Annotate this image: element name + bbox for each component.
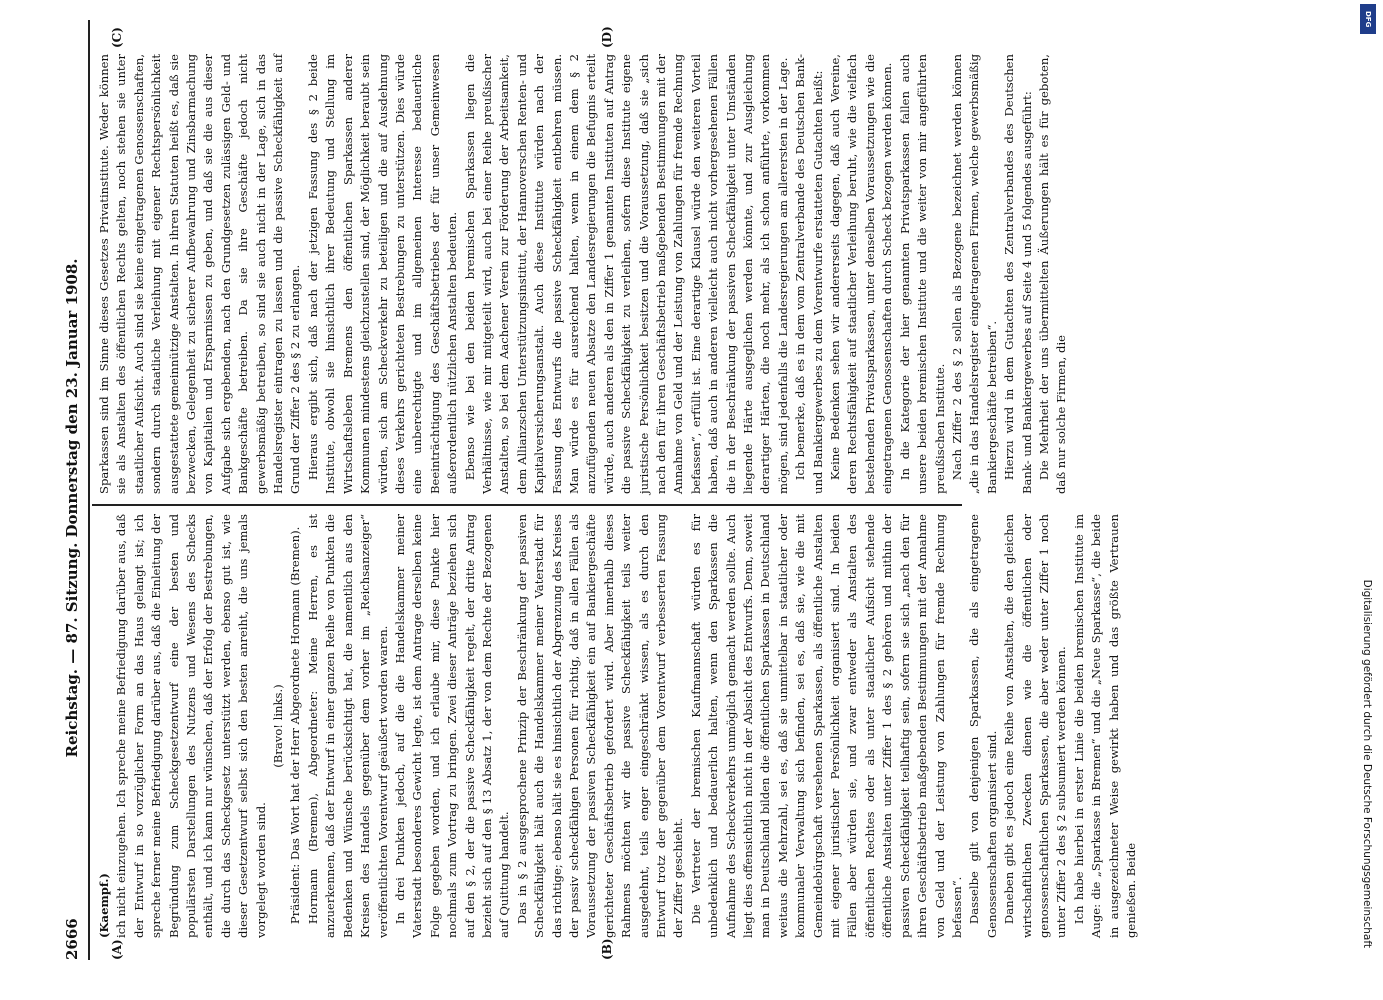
- column-divider: [92, 504, 962, 506]
- quote: Keine Bedenken sehen wir andererseits dagegen, daß auch Vereine, deren Rechtsfähigkeit auf staatlicher Verleihung beruht, wie die vielfach bestehenden Privatsparkassen, unter denselben Voraussetzungen wie die eingetragenen Genossenschaften durch Scheck bezogen werden können.: [828, 54, 895, 494]
- margin-marker-b: (B): [600, 938, 614, 960]
- margin-marker-d: (D): [600, 26, 614, 48]
- margin-marker-c: (C): [110, 27, 124, 48]
- page-title: Reichstag. — 87. Sitzung. Donnerstag den 23. Januar 1908.: [63, 258, 81, 758]
- running-header: [60, 56, 84, 960]
- paragraph: Die Mehrheit der uns übermittelten Äußerungen hält es für geboten, daß nur solche Firmen, die: [1036, 54, 1069, 494]
- paragraph: Hieraus ergibt sich, daß nach der jetzigen Fassung des § 2 beide Institute, obwohl sie hinsichtlich ihrer Bedeutung und Stellung im Wirtschaftsleben Bremens den öffentlichen Sparkassen anderer Kommunen mindestens gleichzustellen sind, der Möglichkeit beraubt sein würden, sich am Scheckverkehr zu beteiligen und die auf Ausdehnung dieses Verkehrs gerichteten Bestrebungen zu unterstützen. Dies würde eine unberechtigte und im allgemeinen Interesse bedauerliche Beeinträchtigung des Geschäftsbetriebes der für unser Gemeinwesen außerordentlich nützlichen Anstalten bedeuten.: [305, 54, 460, 494]
- paragraph: Nach Ziffer 2 des § 2 sollen als Bezogene bezeichnet werden können „die in das Handelsregister eingetragenen Firmen, welche gewerbsmäßig Bankiergeschäfte betreiben“.: [949, 54, 999, 494]
- interjection: (Bravo! links.): [271, 684, 286, 768]
- paragraph: ich nicht einzugehen. Ich spreche meine Befriedigung darüber aus, daß der Entwurf in so vorzüglicher Form an das Haus gelangt ist; ich spreche ferner meine Befriedigung darüber aus, daß die Einleitung der Begründung zum Scheckgesetzentwurf eine der besten und populärsten Darstellungen des Nutzens und Wesens des Schecks enthält, und ich kann nur wünschen, daß der Erfolg der Bestrebungen, die durch das Scheckgesetz unterstützt werden, ebenso gut ist, wie dieser Gesetzentwurf selbst sich den besten anreiht, die uns jemals vorgelegt worden sind.: [114, 514, 268, 938]
- paragraph: Hormann (Bremen), Abgeordneter: Meine Herren, es ist anzuerkennen, daß der Entwurf in einer ganzen Reihe von Punkten die Bedenken und Wünsche berücksichtigt hat, die namentlich aus den Kreisen des Handels gegenüber dem vorher im „Reichsanzeiger“ veröffentlichten Vorentwurf geäußert worden waren.: [305, 514, 390, 938]
- credit-text: Digitalisierung gefördert durch die Deutsche Forschungsgemeinschaft: [1361, 579, 1373, 948]
- page-number: 2666: [63, 918, 81, 960]
- speaker-continuation: (Kaempf.): [97, 873, 111, 938]
- digitization-credit: [1358, 8, 1376, 988]
- paragraph: In die Kategorie der hier genannten Privatsparkassen fallen auch unsere beiden bremischen Institute und die weiter von mir angeführten preußischen Institute.: [897, 54, 947, 494]
- paragraph: Hierzu wird in dem Gutachten des Zentralverbandes des Deutschen Bank- und Bankiergewerbes auf Seite 4 und 5 folgendes ausgeführt:: [1002, 54, 1034, 494]
- margin-marker-a: (A): [110, 939, 124, 960]
- paragraph: Die Vertreter der bremischen Kaufmannschaft würden es für unbedenklich und bedauerlich halten, wenn den Sparkassen die Aufnahme des Scheckverkehrs unmöglich gemacht werden sollte. Auch liegt dies offensichtlich nicht in der Absicht des Entwurfs. Denn, soweit man in Deutschland bilden die öffentlichen Sparkassen in Deutschland weitaus die Mehrzahl, sei es, daß sie unmittelbar in staatlicher oder kommunaler Verwaltung sich befinden, sei es, daß sie, wie die mit Gemeindebürgschaft versehenen Sparkassen, als öffentliche Anstalten mit eigener juristischer Persönlichkeit organisiert sind. In beiden Fällen aber würden sie, und zwar entweder als Anstalten des öffentlichen Rechtes oder als unter staatlicher Aufsicht stehende öffentliche Anstalten unter Ziffer 1 des § 2 gehören und mithin der passiven Scheckfähigkeit teilhaftig sein, sofern sie sich „nach den für ihren Geschäftsbetrieb maßgebenden Bestimmungen mit der Annahme von Geld und der Leistung von Zahlungen für fremde Rechnung befassen“.: [688, 514, 964, 938]
- paragraph: Ich habe hierbei in erster Linie die beiden bremischen Institute im Auge: die „Sparkasse in Bremen“ und die „Neue Sparkasse“, die beide in ausgezeichneter Weise gewirkt haben und das größte Vertrauen genießen. Beide: [1071, 514, 1138, 938]
- paragraph: Das in § 2 ausgesprochene Prinzip der Beschränkung der passiven Scheckfähigkeit hält auch die Handelskammer meiner Vaterstadt für das richtige; ebenso hält sie es hinsichtlich der Abgrenzung des Kreises der passiv scheckfähigen Personen für richtig, daß in allen Fällen als Voraussetzung der passiven Scheckfähigkeit ein auf Bankiergeschäfte gerichteter Geschäftsbetrieb gefordert wird. Aber innerhalb dieses Rahmens möchten wir die passive Scheckfähigkeit teils weiter ausgedehnt, teils enger eingeschränkt wissen, als es durch den Entwurf trotz der gegenüber dem Vorentwurf verbesserten Fassung der Ziffer geschieht.: [514, 514, 686, 938]
- dfg-logo: DFG: [1360, 4, 1376, 34]
- header-rule: [88, 20, 90, 960]
- paragraph: Ich bemerke, daß es in dem vom Zentralverbande des Deutschen Bank- und Bankiergewerbes zu dem Vorentwurfe erstatteten Gutachten heißt:: [793, 54, 825, 494]
- paragraph: In drei Punkten jedoch, auf die die Handelskammer meiner Vaterstadt besonderes Gewicht legte, ist dem Antrage derselben keine Folge gegeben worden, und ich erlaube mir, diese Punkte hier nochmals zum Vortrag zu bringen. Zwei dieser Anträge beziehen sich auf den § 2, der die passive Scheckfähigkeit regelt, der dritte Antrag bezieht sich auf den § 13 Absatz 1, der von dem Rechte der Bezogenen auf Quittung handelt.: [392, 514, 512, 938]
- paragraph: Sparkassen sind im Sinne dieses Gesetzes Privatinstitute. Weder können sie als Anstalten des öffentlichen Rechts gelten, noch stehen sie unter staatlicher Aufsicht. Auch sind sie keine eingetragenen Genossenschaften, sondern durch staatliche Verleihung mit eigener Rechtspersönlichkeit ausgestattete gemeinnützige Anstalten. In ihren Statuten heißt es, daß sie bezwecken, Gelegenheit zu sicherer Aufbewahrung und Zinsbarmachung von Kapitalien und Ersparnissen zu geben, und daß sie die aus dieser Aufgabe sich ergebenden, nach den Grundgesetzen zulässigen Geld- und Bankgeschäfte betreiben. Da sie ihre Geschäfte jedoch nicht gewerbsmäßig betreiben, so sind sie auch nicht in der Lage, sich in das Handelsregister eintragen zu lassen und die passive Scheckfähigkeit auf Grund der Ziffer 2 des § 2 zu erlangen.: [97, 54, 303, 494]
- paragraph: Daneben gibt es jedoch eine Reihe von Anstalten, die den gleichen wirtschaftlichen Zwecken dienen wie die öffentlichen oder genossenschaftlichen Sparkassen, die aber weder unter Ziffer 1 noch unter Ziffer 2 des § 2 subsumiert werden können.: [1002, 514, 1069, 938]
- right-column: [96, 54, 1069, 494]
- left-column: [96, 514, 1138, 938]
- paragraph: Präsident: Das Wort hat der Herr Abgeordnete Hormann (Bremen).: [288, 526, 303, 925]
- paragraph: Ebenso wie bei den beiden bremischen Sparkassen liegen die Verhältnisse, wie mir mitgeteilt wird, auch bei einer Reihe preußischer Anstalten, so bei dem Aachener Verein zur Förderung der Arbeitsamkeit, dem Allianzschen Unterstützungsinstitut, der Hannoverschen Renten- und Kapitalversicherungsanstalt. Auch diese Institute würden nach der Fassung des Entwurfs die passive Scheckfähigkeit entbehren müssen. Man würde es für ausreichend halten, wenn in einem dem § 2 anzufügenden neuen Absatze den Landesregierungen die Befugnis erteilt würde, auch anderen als den in Ziffer 1 genannten Instituten auf Antrag die passive Scheckfähigkeit zu verleihen, sofern diese Institute eigene juristische Persönlichkeit besitzen und die Voraussetzung, daß sie „sich nach den für ihren Geschäftsbetrieb maßgebenden Bestimmungen mit der Annahme von Geld und der Leistung von Zahlungen für fremde Rechnung befassen“, erfüllt ist. Eine derartige Klausel würde den weiteren Vorteil haben, daß auch in anderen vielleicht auch nicht vorhergesehenen Fällen die in der Beschränkung der passiven Scheckfähigkeit unter Umständen liegende Härte ausgeglichen werden könnte, und zur Ausgleichung derartiger Härten, die noch mehr, als ich schon anführte, vorkommen mögen, sind jedenfalls die Landesregierungen am allerersten in der Lage.: [462, 54, 790, 494]
- paragraph: Dasselbe gilt von denjenigen Sparkassen, die als eingetragene Genossenschaften organisiert sind.: [967, 514, 999, 938]
